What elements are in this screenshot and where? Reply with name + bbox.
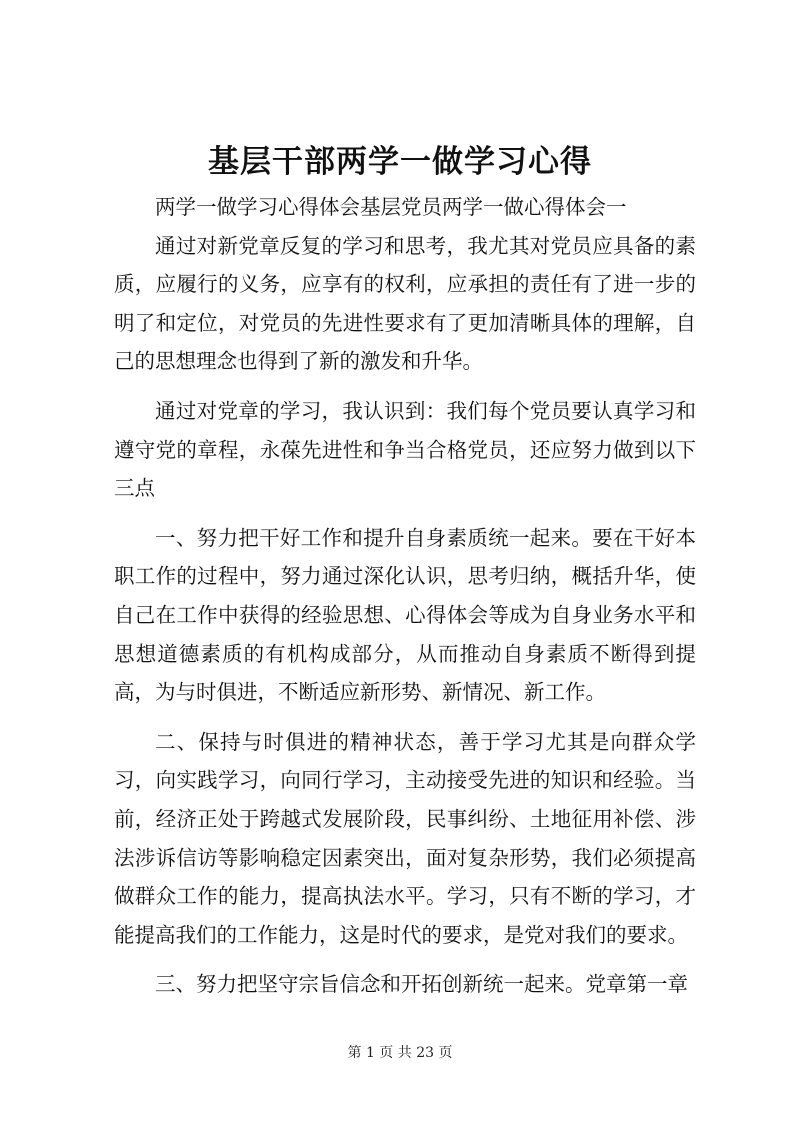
paragraph-subtitle: 两学一做学习心得体会基层党员两学一做心得体会一: [155, 195, 627, 219]
page-number-footer: 第 1 页 共 23 页: [347, 1045, 453, 1061]
document-body: [114, 188, 696, 1015]
paragraph-5: 三、努力把坚守宗旨信念和开拓创新统一起来。党章第一章: [155, 972, 688, 997]
paragraph-1: 通过对新党章反复的学习和思考，我尤其对党员应具备的素质，应履行的义务，应享有的权利，应承担的责任有了进一步的明了和定位，对党员的先进性要求有了更加清晰具体的理解，自己的思想理念也得到了新的激发和升华。: [114, 233, 696, 374]
paragraph-4: 二、保持与时俱进的精神状态，善于学习尤其是向群众学习，向实践学习，向同行学习，主动接受先进的知识和经验。当前，经济正处于跨越式发展阶段，民事纠纷、土地征用补偿、涉法涉诉信访等影响稳定因素突出，面对复杂形势，我们必须提高做群众工作的能力，提高执法水平。学习，只有不断的学习，才能提高我们的工作能力，这是时代的要求，是党对我们的要求。: [114, 729, 696, 947]
paragraph-3: 一、努力把干好工作和提升自身素质统一起来。要在干好本职工作的过程中，努力通过深化认识，思考归纳，概括升华，使自己在工作中获得的经验思想、心得体会等成为自身业务水平和思想道德素质的有机构成部分，从而推动自身素质不断得到提高，为与时俱进，不断适应新形势、新情况、新工作。: [114, 525, 696, 705]
paragraph-2: 通过对党章的学习，我认识到：我们每个党员要认真学习和遵守党的章程，永葆先进性和争当合格党员，还应努力做到以下三点: [114, 398, 696, 501]
document-title: 基层干部两学一做学习心得: [208, 144, 592, 180]
